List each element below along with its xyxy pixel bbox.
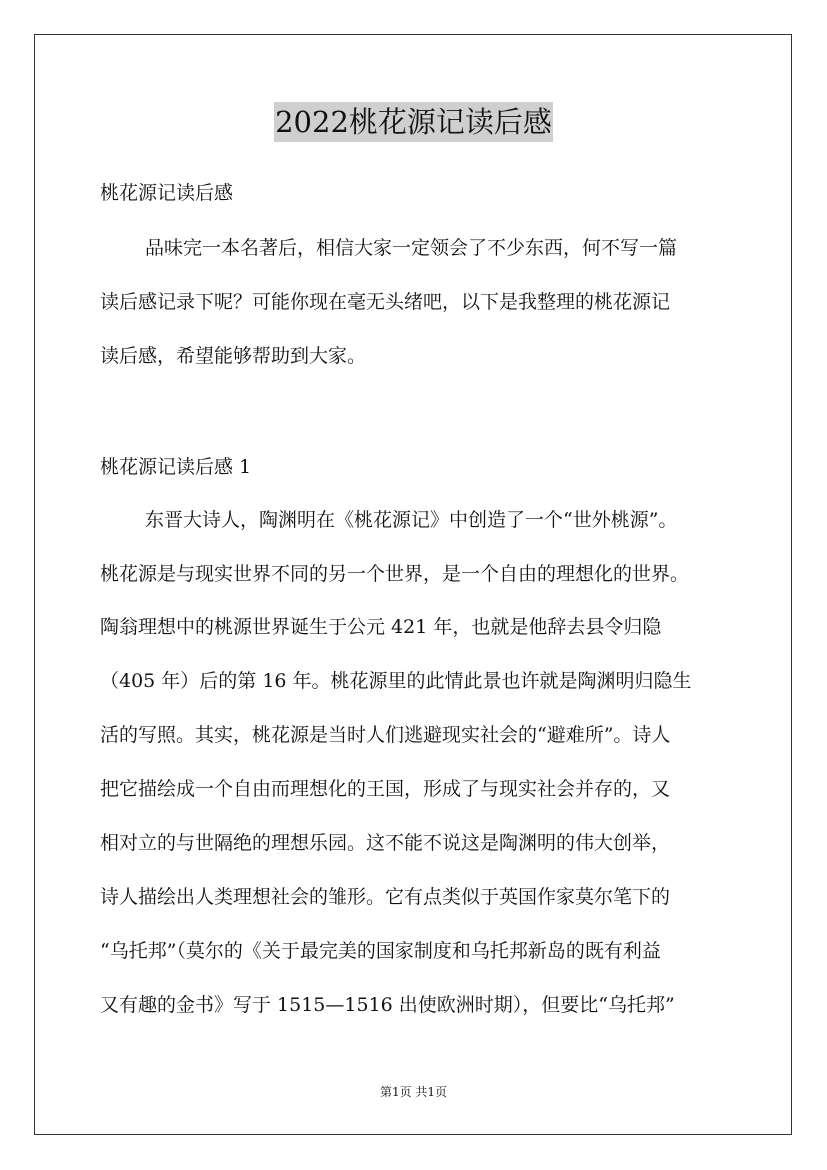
body-line: 东晋大诗人，陶渊明在《桃花源记》中创造了一个“世外桃源”。 (145, 509, 678, 531)
body-line: “乌托邦”（莫尔的《关于最完美的国家制度和乌托邦新岛的既有利益 (100, 940, 661, 962)
section-subtitle: 桃花源记读后感 (100, 182, 234, 204)
document-title: 2022桃花源记读后感 (274, 102, 553, 142)
body-line: 诗人描绘出人类理想社会的雏形。它有点类似于英国作家莫尔笔下的 (100, 886, 671, 908)
page-footer: 第1页 共1页 (379, 1085, 448, 1099)
title-container (0, 102, 827, 142)
body-line: 相对立的与世隔绝的理想乐园。这不能不说这是陶渊明的伟大创举， (100, 832, 671, 854)
body-line: 陶翁理想中的桃源世界诞生于公元 421 年，也就是他辞去县令归隐 (100, 616, 662, 638)
body-line: （405 年）后的第 16 年。桃花源里的此情此景也许就是陶渊明归隐生 (100, 670, 692, 692)
intro-line: 读后感记录下呢？可能你现在毫无头绪吧，以下是我整理的桃花源记 (100, 291, 671, 313)
body-line: 把它描绘成一个自由而理想化的王国，形成了与现实社会并存的，又 (100, 778, 671, 800)
body-line: 活的写照。其实，桃花源是当时人们逃避现实社会的“避难所”。诗人 (100, 724, 671, 746)
intro-line: 读后感，希望能够帮助到大家。 (100, 345, 367, 367)
body-line: 又有趣的金书》写于 1515—1516 出使欧洲时期），但要比“乌托邦” (100, 994, 675, 1016)
section-heading: 桃花源记读后感 1 (100, 456, 252, 478)
intro-line: 品味完一本名著后，相信大家一定领会了不少东西，何不写一篇 (145, 237, 678, 259)
body-line: 桃花源是与现实世界不同的另一个世界，是一个自由的理想化的世界。 (100, 563, 690, 585)
